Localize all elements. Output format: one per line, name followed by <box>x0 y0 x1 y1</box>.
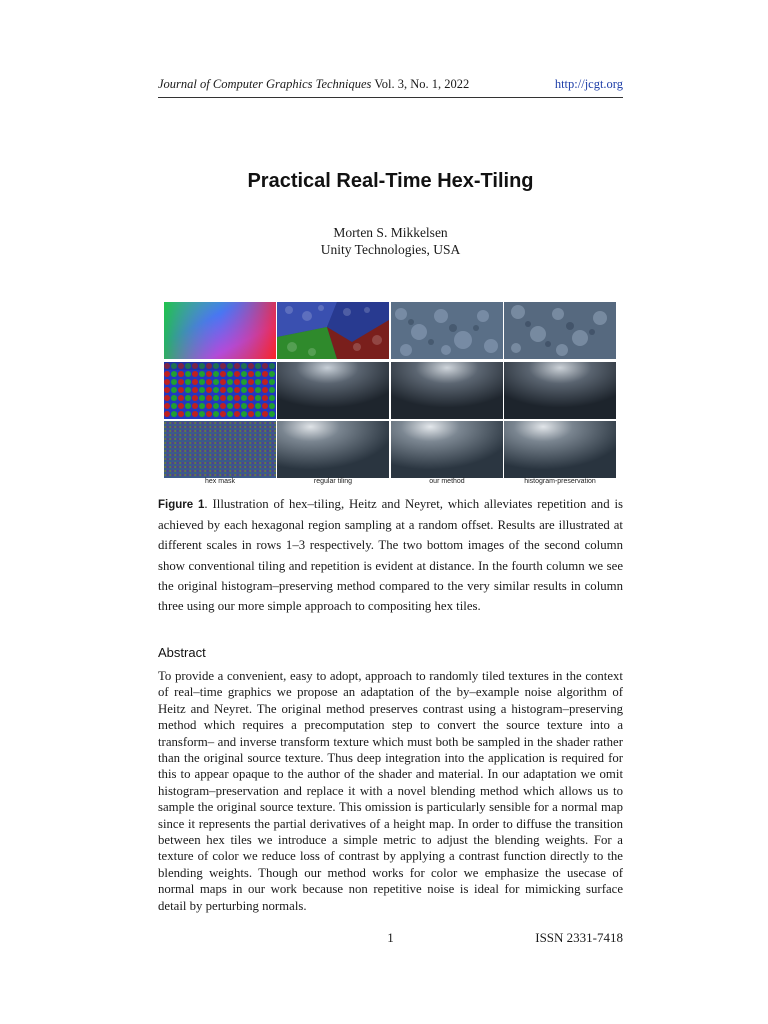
figure-image-ours-r3 <box>391 421 503 478</box>
journal-name: Journal of Computer Graphics Techniques <box>158 77 372 91</box>
figure-caption <box>158 494 623 616</box>
figure-image-hexmask-r2 <box>164 362 276 419</box>
page-number: 1 <box>387 930 394 945</box>
figure-image-regular-r2 <box>277 362 389 419</box>
figure-caption-text: . Illustration of hex–tiling, Heitz and Neyret, which alleviates repetition and is achieved by each hexagonal region sampling at a random offset. Results are illustrated at different scales in rows 1–3 respectively. The two bottom images of the second column show conventional tiling and repetition is evident at distance. In the fourth column we see the original histogram–preserving method compared to the very similar results in column three using our more simple approach to compositing hex tiles. <box>158 497 624 614</box>
header-rule <box>158 97 623 98</box>
figure-1 <box>164 302 616 485</box>
paper-title: Practical Real-Time Hex-Tiling <box>247 170 534 192</box>
figure-image-regular-r3 <box>277 421 389 478</box>
issn: ISSN 2331-7418 <box>535 930 623 945</box>
abstract-heading: Abstract <box>158 645 206 660</box>
journal-citation <box>158 77 469 92</box>
figure-image-hexmask-r1 <box>164 302 276 359</box>
figure-image-hexmask-r3 <box>164 421 276 478</box>
journal-volume: Vol. 3, No. 1, 2022 <box>374 77 470 91</box>
figure-label-regular-tiling: regular tiling <box>313 478 353 485</box>
figure-caption-label: Figure 1 <box>158 499 205 511</box>
figure-label-hex-mask: hex mask <box>205 478 235 485</box>
running-header <box>158 77 623 95</box>
author-affiliation: Unity Technologies, USA <box>320 242 461 257</box>
figure-image-ours-r1 <box>391 302 503 359</box>
figure-image-histogram-r2 <box>504 362 616 419</box>
abstract-body: To provide a convenient, easy to adopt, approach to randomly tiled textures in the context of real–time graphics we propose an adaptation of the by–example noise algorithm of Heitz and Neyret. The original method preserves contrast using a histogram–preserving method which requires a precomputation step to convert the source texture into a transform– and inverse transform texture which must both be sampled in the shader rather than the original source texture. Thus deep integration into the application is required for this to appear opaque to the author of the shader and material. In our adaptation we omit histogram–preservation and replace it with a novel blending method which allows us to sample the original source texture. This omission is particularly sensible for a normal map since it represents the partial derivatives of a height map. In order to diffuse the transition between hex tiles we introduce a simple metric to adjust the blending weights. For a texture of color we reduce loss of contrast by applying a contrast function directly to the blending weights. Though our method works for color we emphasize the usecase of normal maps in our work because non repetitive noise is ideal for mimicking surface detail by perturbing normals. <box>158 669 623 913</box>
figure-label-histogram-preservation: histogram-preservation <box>524 478 596 485</box>
figure-image-histogram-r3 <box>504 421 616 478</box>
author-name: Morten S. Mikkelsen <box>333 225 448 240</box>
figure-label-our-method: our method <box>429 478 465 485</box>
page-footer <box>158 930 623 948</box>
journal-url-link[interactable]: http://jcgt.org <box>554 77 623 91</box>
figure-image-ours-r2 <box>391 362 503 419</box>
figure-image-regular-r1 <box>277 302 389 359</box>
figure-image-histogram-r1 <box>504 302 616 359</box>
